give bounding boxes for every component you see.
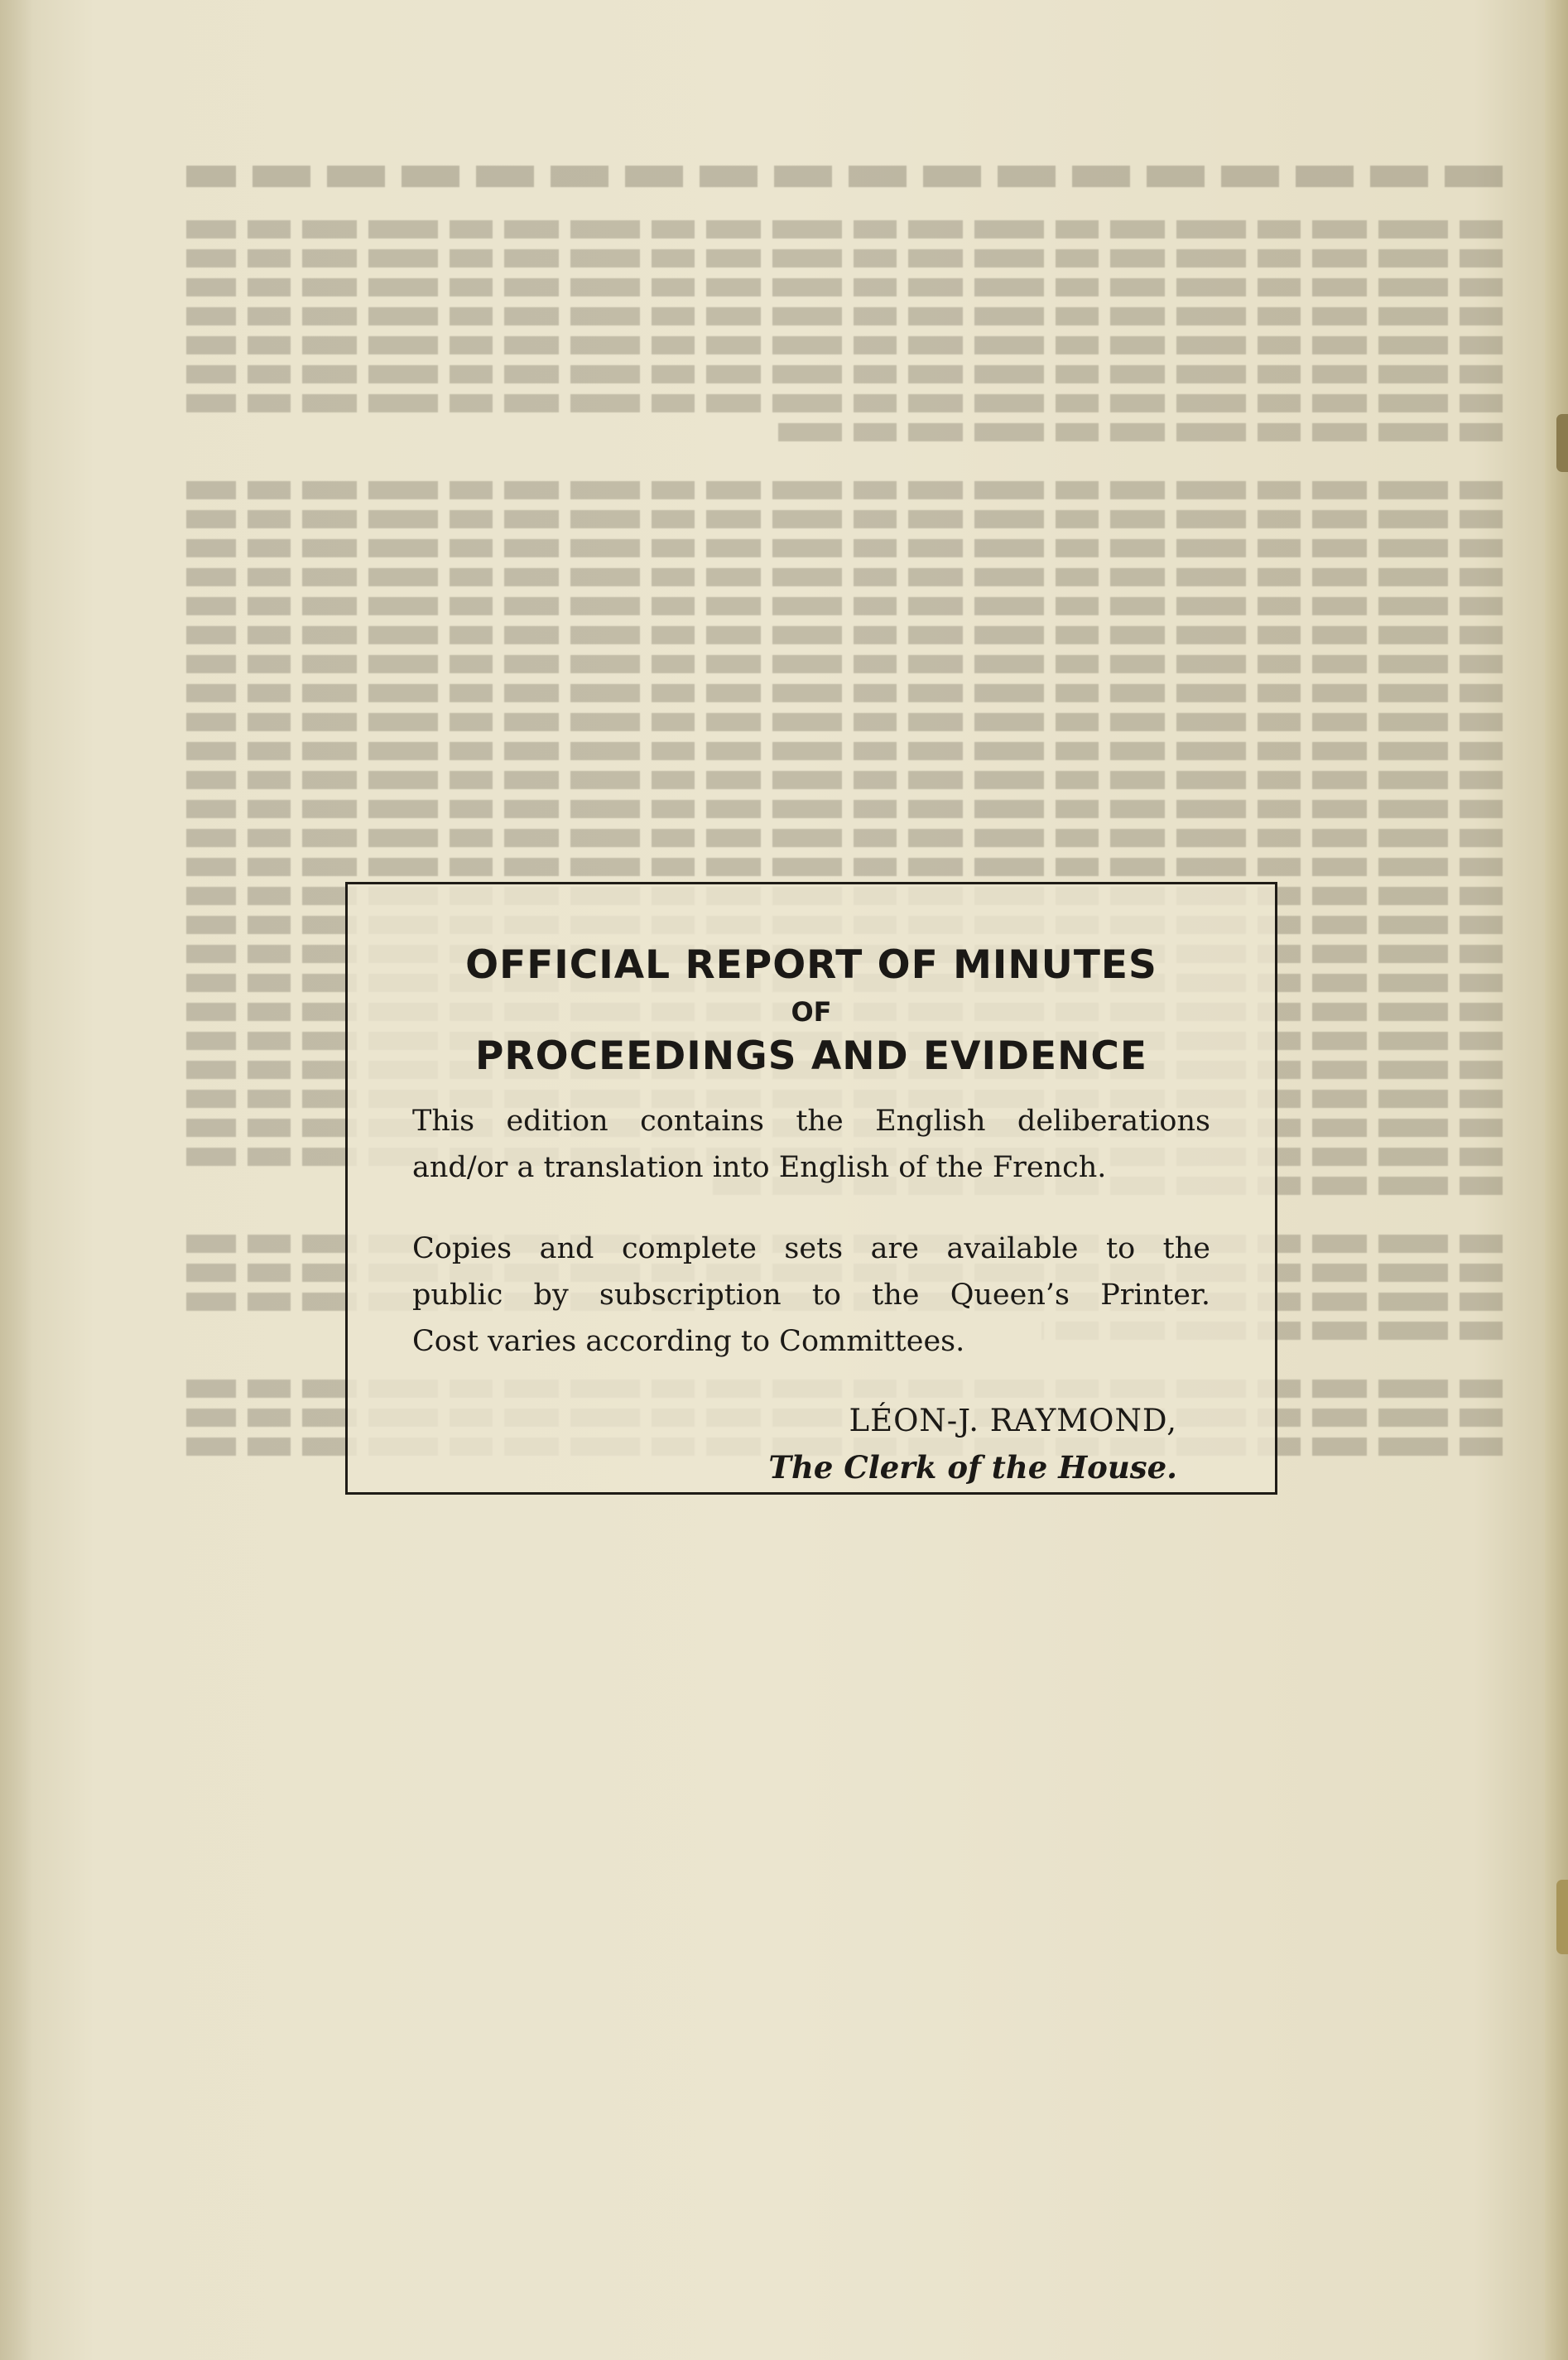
edition-paragraph <box>412 1098 1210 1191</box>
signature-title: The Clerk of the House. <box>768 1449 1177 1486</box>
notice-title-line3: PROCEEDINGS AND EVIDENCE <box>474 1033 1148 1079</box>
availability-paragraph-line: Cost varies according to Committees. <box>412 1325 965 1358</box>
availability-paragraph-line: Copies and complete sets are available to the <box>412 1232 1210 1265</box>
page-edge <box>1545 0 1568 2360</box>
signature-block <box>412 1398 1210 1491</box>
availability-paragraph <box>412 1226 1210 1365</box>
edition-paragraph-line: and/or a translation into English of the French. <box>412 1151 1107 1184</box>
page-edge-mark <box>1556 414 1568 472</box>
notice-title-line2: OF <box>791 996 832 1028</box>
official-report-notice <box>345 882 1277 1495</box>
edition-paragraph-line: This edition contains the English deliberations <box>412 1105 1210 1138</box>
page-edge-mark <box>1556 1880 1568 1954</box>
signature-name: LÉON-J. RAYMOND, <box>849 1403 1177 1438</box>
availability-paragraph-line: public by subscription to the Queen’s Printer. <box>412 1279 1210 1312</box>
notice-title-line1: OFFICIAL REPORT OF MINUTES <box>465 942 1157 988</box>
binding-shadow <box>0 0 33 2360</box>
notice-content <box>348 884 1275 1492</box>
